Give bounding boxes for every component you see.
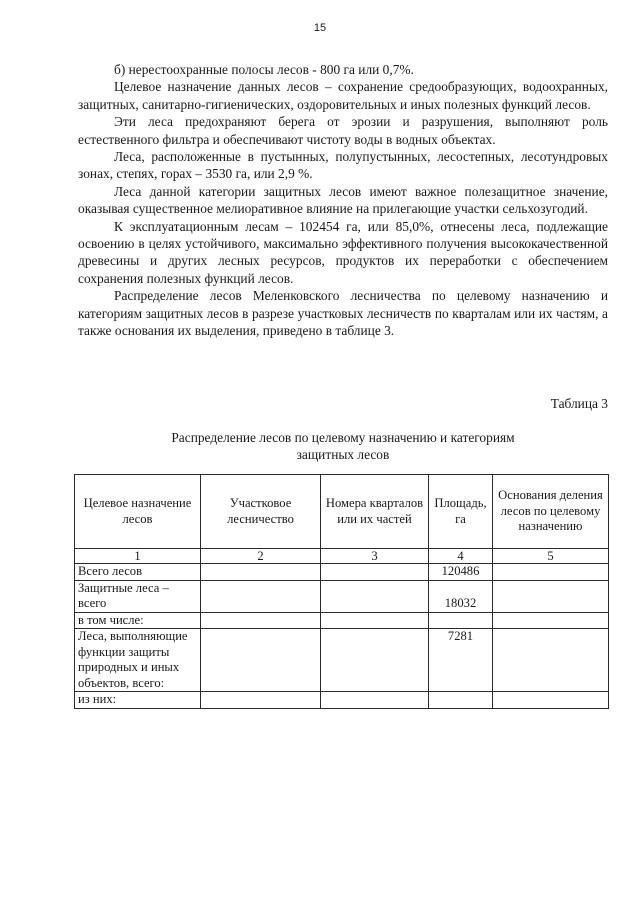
table-cell: 120486: [429, 564, 493, 581]
table-cell: [321, 564, 429, 581]
table-cell: [493, 612, 609, 629]
table-cell: [493, 629, 609, 692]
table-cell: [321, 692, 429, 709]
table-cell: из них:: [75, 692, 201, 709]
table-header-row: [75, 475, 609, 549]
table-cell: [201, 580, 321, 612]
column-number-row: [75, 549, 609, 564]
table-cell: [201, 629, 321, 692]
table-cell: [429, 692, 493, 709]
table-row: [75, 612, 609, 629]
paragraph: Леса данной категории защитных лесов имеют важное полезащитное значение, оказывая существенное мелиоративное влияние на прилегающие участки сельхозугодий.: [78, 183, 608, 217]
table-cell: [493, 580, 609, 612]
table-cell: [201, 564, 321, 581]
paragraph: Целевое назначение данных лесов – сохранение средообразующих, водоохранных, защитных, санитарно-гигиенических, оздоровительных и иных полезных функций лесов.: [78, 79, 608, 112]
table-row: [75, 629, 609, 692]
table-cell: [321, 629, 429, 692]
table-cell: [201, 612, 321, 629]
table-cell: [321, 612, 429, 629]
forest-distribution-table: [74, 474, 609, 709]
paragraph: Распределение лесов Меленковского лесничества по целевому назначению и категориям защитных лесов в разрезе участковых лесничеств по кварталам или их частям, а также основания их выделения, приведено в таблице 3.: [78, 288, 608, 339]
table-title-line: защитных лесов: [296, 447, 390, 462]
column-number: 3: [321, 549, 429, 564]
table-cell: 18032: [429, 580, 493, 612]
table-row: [75, 580, 609, 612]
table-cell: Защитные леса – всего: [75, 580, 201, 612]
paragraph: К эксплуатационным лесам – 102454 га, или 85,0%, отнесены леса, подлежащие освоению в целях устойчивого, максимально эффективного получения высококачественной древесины и других лесных ресурсов, продуктов их переработки с обеспечением сохранения полезных функций лесов.: [78, 218, 608, 286]
table-cell: [321, 580, 429, 612]
column-number: 5: [493, 549, 609, 564]
column-header-purpose: Целевое назначение лесов: [75, 475, 201, 549]
column-header-basis: Основания деления лесов по целевому назначению: [493, 475, 609, 549]
table-cell: Всего лесов: [75, 564, 201, 581]
table-cell: [493, 692, 609, 709]
table-cell: [429, 612, 493, 629]
body-text: [78, 61, 608, 340]
column-header-district: Участковое лесничество: [201, 475, 321, 549]
table-row: [75, 564, 609, 581]
column-number: 1: [75, 549, 201, 564]
table-label: Таблица 3: [550, 396, 608, 411]
page-number: 15: [313, 22, 327, 34]
table-cell: Леса, выполняющие функции защиты природных и иных объектов, всего:: [75, 629, 201, 692]
paragraph: Леса, расположенные в пустынных, полупустынных, лесостепных, лесотундровых зонах, степях, горах – 3530 га, или 2,9 %.: [78, 149, 608, 182]
table-title: [78, 429, 608, 463]
column-number: 4: [429, 549, 493, 564]
table-cell: в том числе:: [75, 612, 201, 629]
column-header-area: Площадь, га: [429, 475, 493, 549]
table-cell: [201, 692, 321, 709]
table-cell: [493, 564, 609, 581]
column-header-quarters: Номера кварталов или их частей: [321, 475, 429, 549]
paragraph: б) нерестоохранные полосы лесов - 800 га или 0,7%.: [114, 62, 414, 77]
table-cell: 7281: [429, 629, 493, 692]
column-number: 2: [201, 549, 321, 564]
table-row: [75, 692, 609, 709]
table-title-line: Распределение лесов по целевому назначению и категориям: [171, 430, 515, 445]
paragraph: Эти леса предохраняют берега от эрозии и разрушения, выполняют роль естественного фильтра и обеспечивают чистоту воды в водных объектах.: [78, 114, 608, 147]
